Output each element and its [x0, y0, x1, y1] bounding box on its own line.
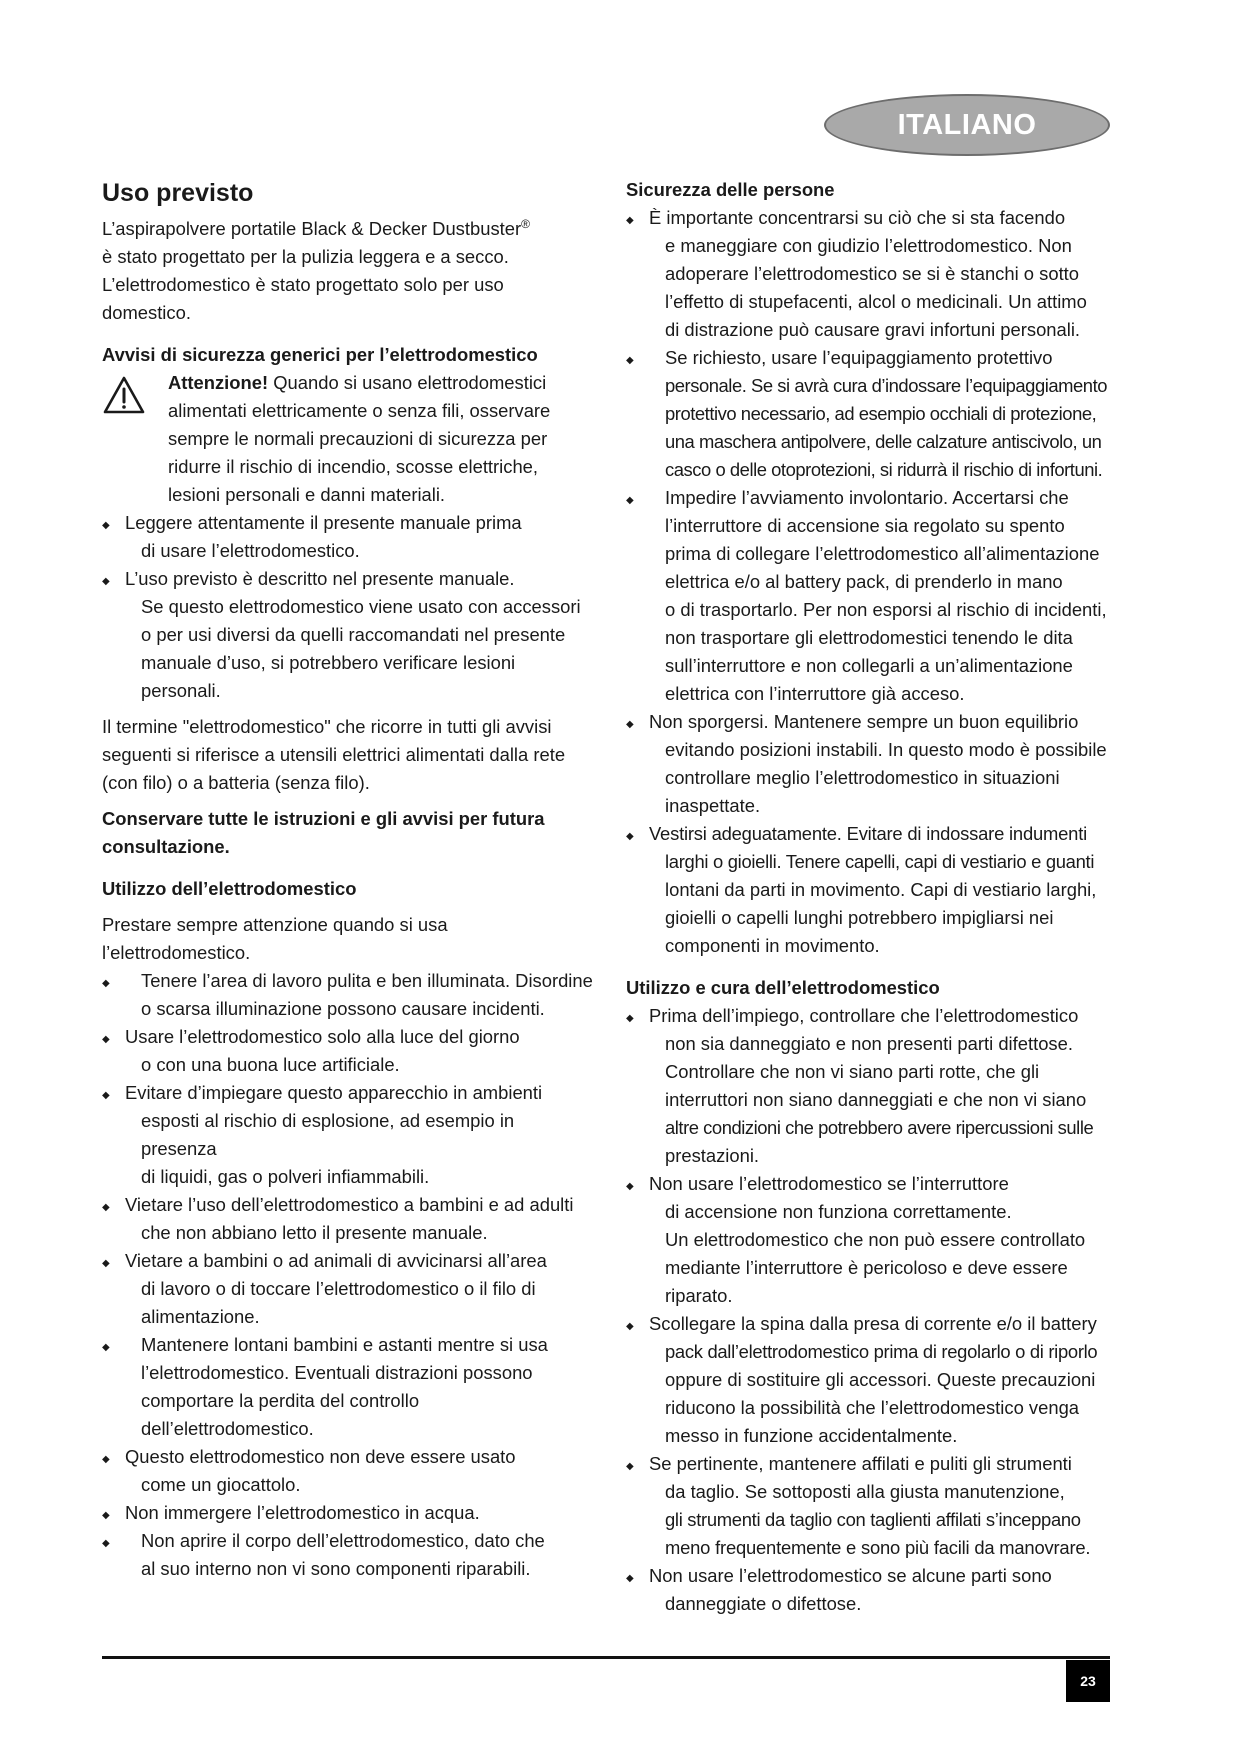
list-line: pack dall’elettrodomestico prima di regolarlo o di riporlo	[665, 1341, 1098, 1362]
list-line: riparato.	[665, 1285, 733, 1306]
list-item	[102, 1527, 594, 1583]
list-item	[626, 1450, 1110, 1562]
list-line: e maneggiare con giudizio l’elettrodomestico. Non	[665, 235, 1072, 256]
list-line: ◆ Evitare d’impiegare questo apparecchio in ambienti	[125, 1082, 543, 1103]
list-line: o con una buona luce artificiale.	[141, 1054, 400, 1075]
list-line: Se questo elettrodomestico viene usato con accessori	[141, 596, 581, 617]
list-item	[102, 1499, 594, 1527]
usage-intro-line: Prestare sempre attenzione quando si usa	[102, 914, 448, 935]
list-line: di liquidi, gas o polveri infiammabili.	[141, 1166, 430, 1187]
list-line: esposti al rischio di esplosione, ad esempio in presenza	[141, 1110, 515, 1159]
list-line: ◆ Tenere l’area di lavoro pulita e ben illuminata. Disordine	[141, 970, 593, 991]
list-item	[102, 1023, 594, 1079]
bullet-list-care	[626, 1002, 1110, 1618]
list-line: ◆ Usare l’elettrodomestico solo alla luce del giorno	[125, 1026, 520, 1047]
warning-line: alimentati elettricamente o senza fili, osservare	[168, 400, 551, 421]
list-line: ◆ Se pertinente, mantenere affilati e puliti gli strumenti	[649, 1453, 1072, 1474]
list-line: non sia danneggiato e non presenti parti difettose.	[665, 1033, 1073, 1054]
usage-heading: Utilizzo dell’elettrodomestico	[102, 878, 357, 899]
list-line: al suo interno non vi sono componenti riparabili.	[141, 1558, 531, 1579]
language-badge: ITALIANO	[824, 94, 1110, 156]
list-line: gli strumenti da taglio con taglienti affilati s’inceppano	[665, 1509, 1081, 1530]
footer-rule	[102, 1656, 1110, 1659]
list-line: prestazioni.	[665, 1145, 760, 1166]
list-line: prima di collegare l’elettrodomestico all’alimentazione	[665, 543, 1100, 564]
list-line: ◆ Vestirsi adeguatamente. Evitare di indossare indumenti	[649, 823, 1087, 844]
list-line: personali.	[141, 680, 221, 701]
bullet-list-usage	[102, 967, 594, 1583]
list-line: ◆ Impedire l’avviamento involontario. Accertarsi che	[665, 487, 1069, 508]
page-number: 23	[1066, 1660, 1110, 1702]
safety-heading: Avvisi di sicurezza generici per l’elettrodomestico	[102, 344, 538, 365]
term-line: seguenti si riferisce a utensili elettrici alimentati dalla rete	[102, 744, 566, 765]
warning-line: sempre le normali precauzioni di sicurezza per	[168, 428, 548, 449]
list-item	[626, 204, 1110, 344]
list-line: o di trasportarlo. Per non esporsi al rischio di incidenti,	[665, 599, 1107, 620]
list-line: meno frequentemente e sono più facili da manovrare.	[665, 1537, 1091, 1558]
list-line: elettrica e/o al battery pack, di prenderlo in mano	[665, 571, 1063, 592]
list-item	[626, 708, 1110, 820]
right-column	[626, 176, 1110, 1618]
warning-label: Attenzione!	[168, 372, 269, 393]
list-line: da taglio. Se sottoposti alla giusta manutenzione,	[665, 1481, 1065, 1502]
intro-paragraph	[102, 215, 594, 327]
list-item	[102, 1331, 594, 1443]
list-line: ◆ È importante concentrarsi su ciò che si sta facendo	[649, 207, 1066, 228]
list-line: larghi o gioielli. Tenere capelli, capi di vestiario e guanti	[665, 851, 1095, 872]
list-line: personale. Se si avrà cura d’indossare l’equipaggiamento	[665, 375, 1108, 396]
list-line: inaspettate.	[665, 795, 761, 816]
intro-line: L’aspirapolvere portatile Black & Decker Dustbuster	[102, 218, 522, 239]
warning-icon	[102, 369, 168, 509]
keep-instructions-note	[102, 805, 594, 861]
list-line: ◆ Se richiesto, usare l’equipaggiamento protettivo	[665, 347, 1053, 368]
warning-line: Quando si usano elettrodomestici	[268, 372, 547, 393]
list-line: ◆ Non usare l’elettrodomestico se alcune parti sono	[649, 1565, 1052, 1586]
list-line: componenti in movimento.	[665, 935, 880, 956]
care-heading: Utilizzo e cura dell’elettrodomestico	[626, 977, 940, 998]
term-line: Il termine "elettrodomestico" che ricorre in tutti gli avvisi	[102, 716, 552, 737]
list-line: o per usi diversi da quelli raccomandati nel presente	[141, 624, 566, 645]
intro-line: domestico.	[102, 302, 191, 323]
list-line: o scarsa illuminazione possono causare incidenti.	[141, 998, 545, 1019]
list-line: evitando posizioni instabili. In questo modo è possibile	[665, 739, 1107, 760]
list-item	[626, 820, 1110, 960]
list-line: altre condizioni che potrebbero avere ripercussioni sulle	[665, 1117, 1094, 1138]
list-line: non trasportare gli elettrodomestici tenendo le dita	[665, 627, 1073, 648]
list-line: manuale d’uso, si potrebbero verificare lesioni	[141, 652, 516, 673]
list-item	[102, 967, 594, 1023]
left-column	[102, 176, 594, 1583]
list-line: messo in funzione accidentalmente.	[665, 1425, 958, 1446]
list-line: mediante l’interruttore è pericoloso e deve essere	[665, 1257, 1068, 1278]
list-line: l’elettrodomestico. Eventuali distrazioni possono	[141, 1362, 533, 1383]
list-line: ◆ Scollegare la spina dalla presa di corrente e/o il battery	[649, 1313, 1097, 1334]
keep-line: Conservare tutte le istruzioni e gli avvisi per futura	[102, 808, 545, 829]
list-line: oppure di sostituire gli accessori. Queste precauzioni	[665, 1369, 1096, 1390]
bullet-list-people	[626, 204, 1110, 960]
list-line: ◆ Questo elettrodomestico non deve essere usato	[125, 1446, 516, 1467]
list-line: ◆ Vietare a bambini o ad animali di avvicinarsi all’area	[125, 1250, 547, 1271]
list-item	[626, 344, 1110, 484]
usage-intro-line: l’elettrodomestico.	[102, 942, 251, 963]
list-line: ◆ Non usare l’elettrodomestico se l’interruttore	[649, 1173, 1009, 1194]
list-line: protettivo necessario, ad esempio occhiali di protezione,	[665, 403, 1097, 424]
list-line: ◆ Non aprire il corpo dell’elettrodomestico, dato che	[141, 1530, 545, 1551]
list-line: interruttori non siano danneggiati e che non vi siano	[665, 1089, 1087, 1110]
keep-line: consultazione.	[102, 836, 230, 857]
list-item	[626, 1310, 1110, 1450]
list-line: controllare meglio l’elettrodomestico in situazioni	[665, 767, 1060, 788]
warning-line: lesioni personali e danni materiali.	[168, 484, 446, 505]
list-line: una maschera antipolvere, delle calzature antiscivolo, un	[665, 431, 1102, 452]
list-line: sull’interruttore e non collegarli a un’alimentazione	[665, 655, 1073, 676]
warning-line: ridurre il rischio di incendio, scosse elettriche,	[168, 456, 539, 477]
list-line: adoperare l’elettrodomestico se si è stanchi o sotto	[665, 263, 1080, 284]
list-line: ◆ Vietare l’uso dell’elettrodomestico a bambini e ad adulti	[125, 1194, 574, 1215]
list-line: l’effetto di stupefacenti, alcol o medicinali. Un attimo	[665, 291, 1087, 312]
term-paragraph	[102, 713, 594, 797]
list-item	[102, 1247, 594, 1331]
section-title-intended-use: Uso previsto	[102, 179, 254, 207]
list-line: di distrazione può causare gravi infortuni personali.	[665, 319, 1081, 340]
usage-intro	[102, 911, 594, 967]
list-item	[102, 565, 594, 705]
list-line: che non abbiano letto il presente manuale.	[141, 1222, 488, 1243]
list-line: casco o delle otoprotezioni, si ridurrà il rischio di infortuni.	[665, 459, 1103, 480]
registered-mark: ®	[521, 216, 530, 231]
list-line: alimentazione.	[141, 1306, 260, 1327]
warning-block	[102, 369, 594, 509]
list-item	[102, 1443, 594, 1499]
list-line: lontani da parti in movimento. Capi di vestiario larghi,	[665, 879, 1097, 900]
list-line: l’interruttore di accensione sia regolato su spento	[665, 515, 1065, 536]
list-line: ◆ Prima dell’impiego, controllare che l’elettrodomestico	[649, 1005, 1079, 1026]
list-line: elettrica con l’interruttore già acceso.	[665, 683, 965, 704]
list-item	[102, 1079, 594, 1191]
list-line: di usare l’elettrodomestico.	[141, 540, 360, 561]
list-line: dell’elettrodomestico.	[141, 1418, 314, 1439]
list-line: ◆ Non sporgersi. Mantenere sempre un buon equilibrio	[649, 711, 1079, 732]
list-item	[626, 1170, 1110, 1310]
list-item	[102, 509, 594, 565]
intro-line: è stato progettato per la pulizia leggera e a secco.	[102, 246, 509, 267]
list-line: ◆ Non immergere l’elettrodomestico in acqua.	[125, 1502, 480, 1523]
list-line: ◆ Mantenere lontani bambini e astanti mentre si usa	[141, 1334, 548, 1355]
list-line: ◆ Leggere attentamente il presente manuale prima	[125, 512, 522, 533]
people-safety-heading: Sicurezza delle persone	[626, 179, 835, 200]
term-line: (con filo) o a batteria (senza filo).	[102, 772, 370, 793]
list-line: Controllare che non vi siano parti rotte, che gli	[665, 1061, 1040, 1082]
list-line: come un giocattolo.	[141, 1474, 301, 1495]
list-item	[626, 1002, 1110, 1170]
list-item	[626, 1562, 1110, 1618]
list-line: ◆ L’uso previsto è descritto nel presente manuale.	[125, 568, 515, 589]
list-line: riducono la possibilità che l’elettrodomestico venga	[665, 1397, 1080, 1418]
list-item	[102, 1191, 594, 1247]
list-line: Un elettrodomestico che non può essere controllato	[665, 1229, 1086, 1250]
list-line: comportare la perdita del controllo	[141, 1390, 420, 1411]
list-line: danneggiate o difettose.	[665, 1593, 862, 1614]
list-item	[626, 484, 1110, 708]
bullet-list-general	[102, 509, 594, 705]
intro-line: L’elettrodomestico è stato progettato solo per uso	[102, 274, 504, 295]
list-line: gioielli o capelli lunghi potrebbero impigliarsi nei	[665, 907, 1054, 928]
list-line: di accensione non funziona correttamente.	[665, 1201, 1012, 1222]
list-line: di lavoro o di toccare l’elettrodomestico o il filo di	[141, 1278, 536, 1299]
